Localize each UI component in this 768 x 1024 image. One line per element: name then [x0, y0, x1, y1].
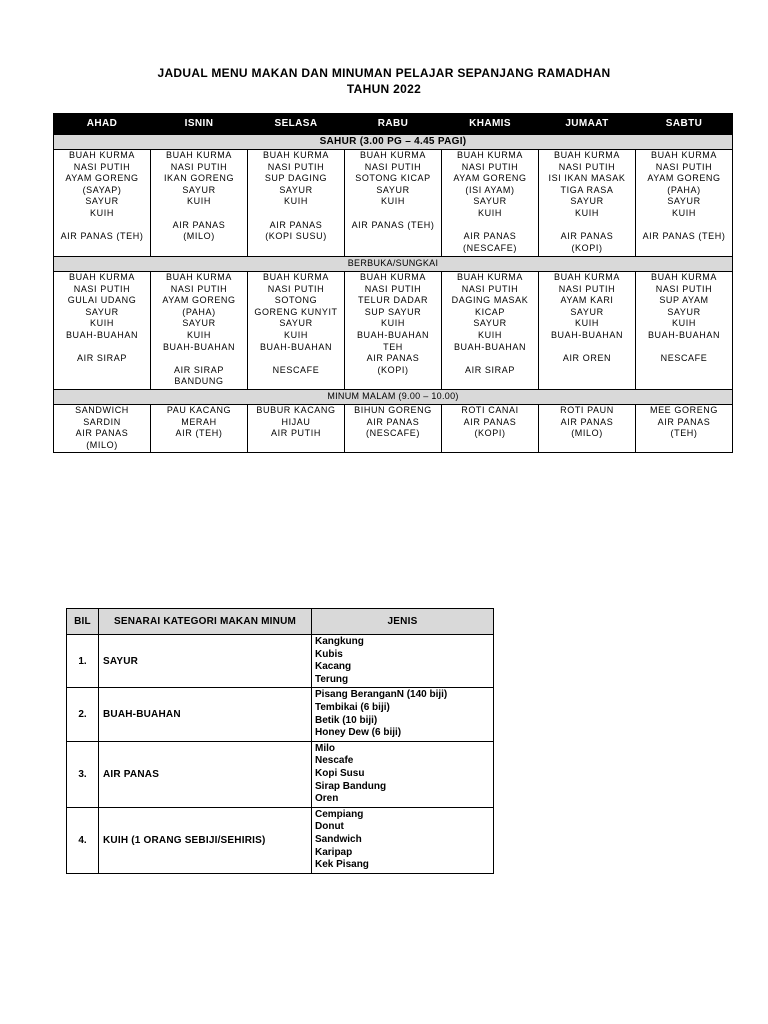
- menu-item: AYAM KARI: [560, 295, 614, 306]
- category-item: Milo: [315, 742, 335, 754]
- menu-item: GULAI UDANG: [67, 295, 137, 306]
- menu-item: KUIH: [284, 329, 308, 340]
- menu-item: NASI PUTIH: [364, 161, 422, 172]
- menu-item: (KOPI): [474, 428, 506, 439]
- meal-section-row: [54, 135, 733, 150]
- meal-cell: [151, 405, 248, 453]
- meal-cell: [539, 150, 636, 257]
- day-header: AHAD: [54, 114, 151, 135]
- menu-item: NASI PUTIH: [461, 283, 519, 294]
- menu-item: SOTONG KICAP: [355, 173, 431, 184]
- menu-item: SUP DAGING: [264, 173, 328, 184]
- meal-section-label: MINUM MALAM (9.00 – 10.00): [54, 390, 733, 405]
- menu-item: AIR PANAS (TEH): [351, 219, 435, 230]
- menu-item: SAYUR: [473, 318, 507, 329]
- menu-item: AIR PANAS: [75, 428, 129, 439]
- menu-item: KUIH: [187, 196, 211, 207]
- meal-cell: [539, 272, 636, 390]
- menu-item: (MILO): [571, 428, 603, 439]
- menu-item: AYAM GORENG: [162, 295, 236, 306]
- meal-cell: [54, 150, 151, 257]
- category-item: Tembikai (6 biji): [315, 701, 390, 713]
- category-items: [312, 807, 494, 873]
- menu-item: AYAM GORENG: [65, 173, 139, 184]
- category-item: Kek Pisang: [315, 859, 369, 871]
- meal-cell: [345, 405, 442, 453]
- category-item: Oren: [315, 793, 339, 805]
- menu-item: KUIH: [478, 207, 502, 218]
- menu-item: BUAH-BUAHAN: [453, 341, 527, 352]
- category-name: AIR PANAS: [99, 741, 312, 807]
- day-header: SELASA: [248, 114, 345, 135]
- category-header-row: [67, 609, 494, 635]
- menu-item: (MILO): [183, 231, 215, 242]
- menu-item: TIGA RASA: [560, 184, 614, 195]
- category-item: Kacang: [315, 661, 352, 673]
- menu-item: (PAHA): [667, 184, 701, 195]
- meal-cell: [248, 150, 345, 257]
- menu-item: AIR PANAS (TEH): [60, 231, 144, 242]
- menu-item: BUBUR KACANG: [256, 405, 336, 415]
- menu-item: SAYUR: [279, 318, 313, 329]
- menu-item: KUIH: [90, 318, 114, 329]
- bil-number: 2.: [67, 688, 99, 741]
- bil-number: 1.: [67, 635, 99, 688]
- menu-item: NASI PUTIH: [267, 283, 325, 294]
- menu-item: SAYUR: [667, 306, 701, 317]
- menu-item: BUAH KURMA: [359, 272, 426, 282]
- category-name: SAYUR: [99, 635, 312, 688]
- menu-item: SAYUR: [570, 196, 604, 207]
- menu-item: NASI PUTIH: [364, 283, 422, 294]
- menu-item: KUIH: [672, 207, 696, 218]
- meal-cell: [54, 272, 151, 390]
- category-header: SENARAI KATEGORI MAKAN MINUM: [99, 609, 312, 635]
- menu-item: (TEH): [670, 428, 698, 439]
- meal-cell: [345, 272, 442, 390]
- menu-item: AYAM GORENG: [647, 173, 721, 184]
- menu-item: NASI PUTIH: [73, 161, 131, 172]
- category-items: [312, 635, 494, 688]
- meal-items-row: [54, 405, 733, 453]
- category-item: Cempiang: [315, 808, 364, 820]
- menu-item: BUAH-BUAHAN: [259, 341, 333, 352]
- day-header: JUMAAT: [539, 114, 636, 135]
- menu-item: (KOPI): [377, 364, 409, 375]
- meal-cell: [151, 150, 248, 257]
- menu-item: AIR PANAS: [269, 219, 323, 230]
- category-item: Sirap Bandung: [315, 780, 387, 792]
- menu-item: AIR PANAS: [560, 231, 614, 242]
- menu-item: (KOPI SUSU): [265, 231, 327, 242]
- menu-item: AIR SIRAP: [174, 364, 224, 375]
- menu-item: BUAH KURMA: [553, 150, 620, 160]
- food-category-table: [66, 608, 494, 874]
- meal-items-row: [54, 150, 733, 257]
- meal-cell: [442, 150, 539, 257]
- meal-cell: [636, 150, 733, 257]
- menu-item: NASI PUTIH: [655, 161, 713, 172]
- jenis-header: JENIS: [312, 609, 494, 635]
- menu-item: BUAH-BUAHAN: [162, 341, 236, 352]
- menu-item: BUAH KURMA: [456, 150, 523, 160]
- category-item: Terung: [315, 673, 349, 685]
- menu-item: SANDWICH: [75, 405, 129, 415]
- menu-item: (KOPI): [571, 242, 603, 253]
- category-items: [312, 741, 494, 807]
- menu-item: ISI IKAN MASAK: [548, 173, 626, 184]
- menu-item: NASI PUTIH: [655, 283, 713, 294]
- menu-item: ROTI PAUN: [560, 405, 614, 415]
- meal-section-label: SAHUR (3.00 PG – 4.45 PAGI): [54, 135, 733, 150]
- menu-item: SUP AYAM: [659, 295, 709, 306]
- category-name: KUIH (1 ORANG SEBIJI/SEHIRIS): [99, 807, 312, 873]
- document-subtitle-year: TAHUN 2022: [346, 82, 422, 96]
- day-header: ISNIN: [151, 114, 248, 135]
- menu-item: AIR PANAS: [657, 416, 711, 427]
- menu-item: BUAH KURMA: [359, 150, 426, 160]
- menu-item: AIR PANAS: [560, 416, 614, 427]
- category-row: [67, 741, 494, 807]
- menu-item: TEH: [383, 341, 403, 352]
- category-row: [67, 807, 494, 873]
- menu-item: SAYUR: [473, 196, 507, 207]
- menu-item: BUAH KURMA: [456, 272, 523, 282]
- menu-header-row: [54, 114, 733, 135]
- menu-item: MERAH: [181, 416, 217, 427]
- menu-item: AIR (TEH): [175, 428, 223, 439]
- menu-item: AIR PANAS (TEH): [642, 231, 726, 242]
- menu-item: GORENG KUNYIT: [254, 306, 338, 317]
- day-header: SABTU: [636, 114, 733, 135]
- menu-item: BANDUNG: [174, 376, 224, 387]
- menu-item: BUAH KURMA: [68, 272, 135, 282]
- menu-item: AIR PANAS: [366, 416, 420, 427]
- menu-item: BUAH KURMA: [262, 150, 329, 160]
- menu-item: SAYUR: [85, 306, 119, 317]
- meal-cell: [248, 272, 345, 390]
- menu-item: (NESCAFE): [463, 242, 517, 253]
- menu-item: TELUR DADAR: [357, 295, 429, 306]
- menu-item: KICAP: [474, 306, 505, 317]
- menu-item: NASI PUTIH: [170, 161, 228, 172]
- menu-item: SOTONG: [274, 295, 318, 306]
- menu-item: (NESCAFE): [366, 428, 420, 439]
- menu-item: KUIH: [672, 318, 696, 329]
- document-title: JADUAL MENU MAKAN DAN MINUMAN PELAJAR SEPANJANG RAMADHAN: [157, 66, 611, 80]
- meal-section-row: [54, 390, 733, 405]
- menu-item: KUIH: [187, 329, 211, 340]
- menu-item: SUP SAYUR: [364, 306, 422, 317]
- menu-item: DAGING MASAK: [451, 295, 529, 306]
- meal-cell: [636, 405, 733, 453]
- category-item: Pisang BeranganN (140 biji): [315, 689, 448, 701]
- menu-item: KUIH: [284, 196, 308, 207]
- menu-item: MEE GORENG: [649, 405, 718, 415]
- menu-item: PAU KACANG: [166, 405, 232, 415]
- category-item: Karipap: [315, 846, 353, 858]
- meal-cell: [636, 272, 733, 390]
- menu-item: AIR PUTIH: [271, 428, 321, 439]
- menu-item: NASI PUTIH: [558, 161, 616, 172]
- menu-item: HIJAU: [281, 416, 311, 427]
- category-items: [312, 688, 494, 741]
- menu-item: AIR PANAS: [463, 231, 517, 242]
- menu-item: AIR PANAS: [366, 353, 420, 364]
- menu-item: SAYUR: [279, 184, 313, 195]
- menu-item: SARDIN: [83, 416, 121, 427]
- ramadhan-menu-table: [53, 113, 733, 453]
- meal-cell: [442, 405, 539, 453]
- menu-item: BUAH-BUAHAN: [647, 329, 721, 340]
- menu-item: BUAH-BUAHAN: [550, 329, 624, 340]
- menu-item: BUAH KURMA: [68, 150, 135, 160]
- category-row: [67, 635, 494, 688]
- category-name: BUAH-BUAHAN: [99, 688, 312, 741]
- menu-item: (SAYAP): [82, 184, 122, 195]
- menu-item: NASI PUTIH: [267, 161, 325, 172]
- menu-item: NESCAFE: [272, 364, 320, 375]
- menu-item: AIR SIRAP: [77, 353, 127, 364]
- day-header: RABU: [345, 114, 442, 135]
- meal-section-label: BERBUKA/SUNGKAI: [54, 257, 733, 272]
- menu-item: NASI PUTIH: [73, 283, 131, 294]
- bil-header: BIL: [67, 609, 99, 635]
- menu-item: SAYUR: [570, 306, 604, 317]
- category-item: Kopi Susu: [315, 767, 365, 779]
- menu-item: KUIH: [575, 207, 599, 218]
- category-item: Sandwich: [315, 833, 362, 845]
- menu-item: SAYUR: [182, 184, 216, 195]
- menu-item: BUAH KURMA: [165, 272, 232, 282]
- menu-item: KUIH: [575, 318, 599, 329]
- menu-item: BUAH-BUAHAN: [356, 329, 430, 340]
- menu-item: IKAN GORENG: [163, 173, 235, 184]
- menu-item: AIR PANAS: [463, 416, 517, 427]
- menu-item: BIHUN GORENG: [354, 405, 432, 415]
- menu-item: (MILO): [86, 439, 118, 450]
- menu-item: (ISI AYAM): [465, 184, 515, 195]
- menu-item: AIR SIRAP: [465, 364, 515, 375]
- meal-cell: [442, 272, 539, 390]
- day-header: KHAMIS: [442, 114, 539, 135]
- menu-item: ROTI CANAI: [461, 405, 519, 415]
- bil-number: 3.: [67, 741, 99, 807]
- menu-item: AIR OREN: [562, 353, 612, 364]
- menu-item: NASI PUTIH: [558, 283, 616, 294]
- meal-cell: [151, 272, 248, 390]
- menu-item: BUAH-BUAHAN: [65, 329, 139, 340]
- menu-item: BUAH KURMA: [262, 272, 329, 282]
- category-item: Kangkung: [315, 636, 364, 647]
- category-item: Honey Dew (6 biji): [315, 727, 402, 739]
- menu-item: AYAM GORENG: [453, 173, 527, 184]
- menu-item: BUAH KURMA: [553, 272, 620, 282]
- bil-number: 4.: [67, 807, 99, 873]
- menu-item: SAYUR: [376, 184, 410, 195]
- menu-item: SAYUR: [85, 196, 119, 207]
- category-item: Kubis: [315, 648, 343, 660]
- menu-item: KUIH: [90, 207, 114, 218]
- menu-item: KUIH: [381, 196, 405, 207]
- menu-item: NASI PUTIH: [461, 161, 519, 172]
- category-row: [67, 688, 494, 741]
- menu-item: NASI PUTIH: [170, 283, 228, 294]
- category-item: Betik (10 biji): [315, 714, 378, 726]
- menu-item: BUAH KURMA: [650, 272, 717, 282]
- meal-cell: [248, 405, 345, 453]
- menu-item: KUIH: [381, 318, 405, 329]
- menu-item: BUAH KURMA: [165, 150, 232, 160]
- category-item: Nescafe: [315, 755, 354, 767]
- meal-items-row: [54, 272, 733, 390]
- menu-item: SAYUR: [182, 318, 216, 329]
- meal-cell: [54, 405, 151, 453]
- menu-item: (PAHA): [182, 306, 216, 317]
- category-item: Donut: [315, 821, 344, 833]
- menu-item: BUAH KURMA: [650, 150, 717, 160]
- menu-item: AIR PANAS: [172, 219, 226, 230]
- meal-cell: [345, 150, 442, 257]
- menu-item: NESCAFE: [660, 353, 708, 364]
- meal-cell: [539, 405, 636, 453]
- menu-item: KUIH: [478, 329, 502, 340]
- menu-item: SAYUR: [667, 196, 701, 207]
- meal-section-row: [54, 257, 733, 272]
